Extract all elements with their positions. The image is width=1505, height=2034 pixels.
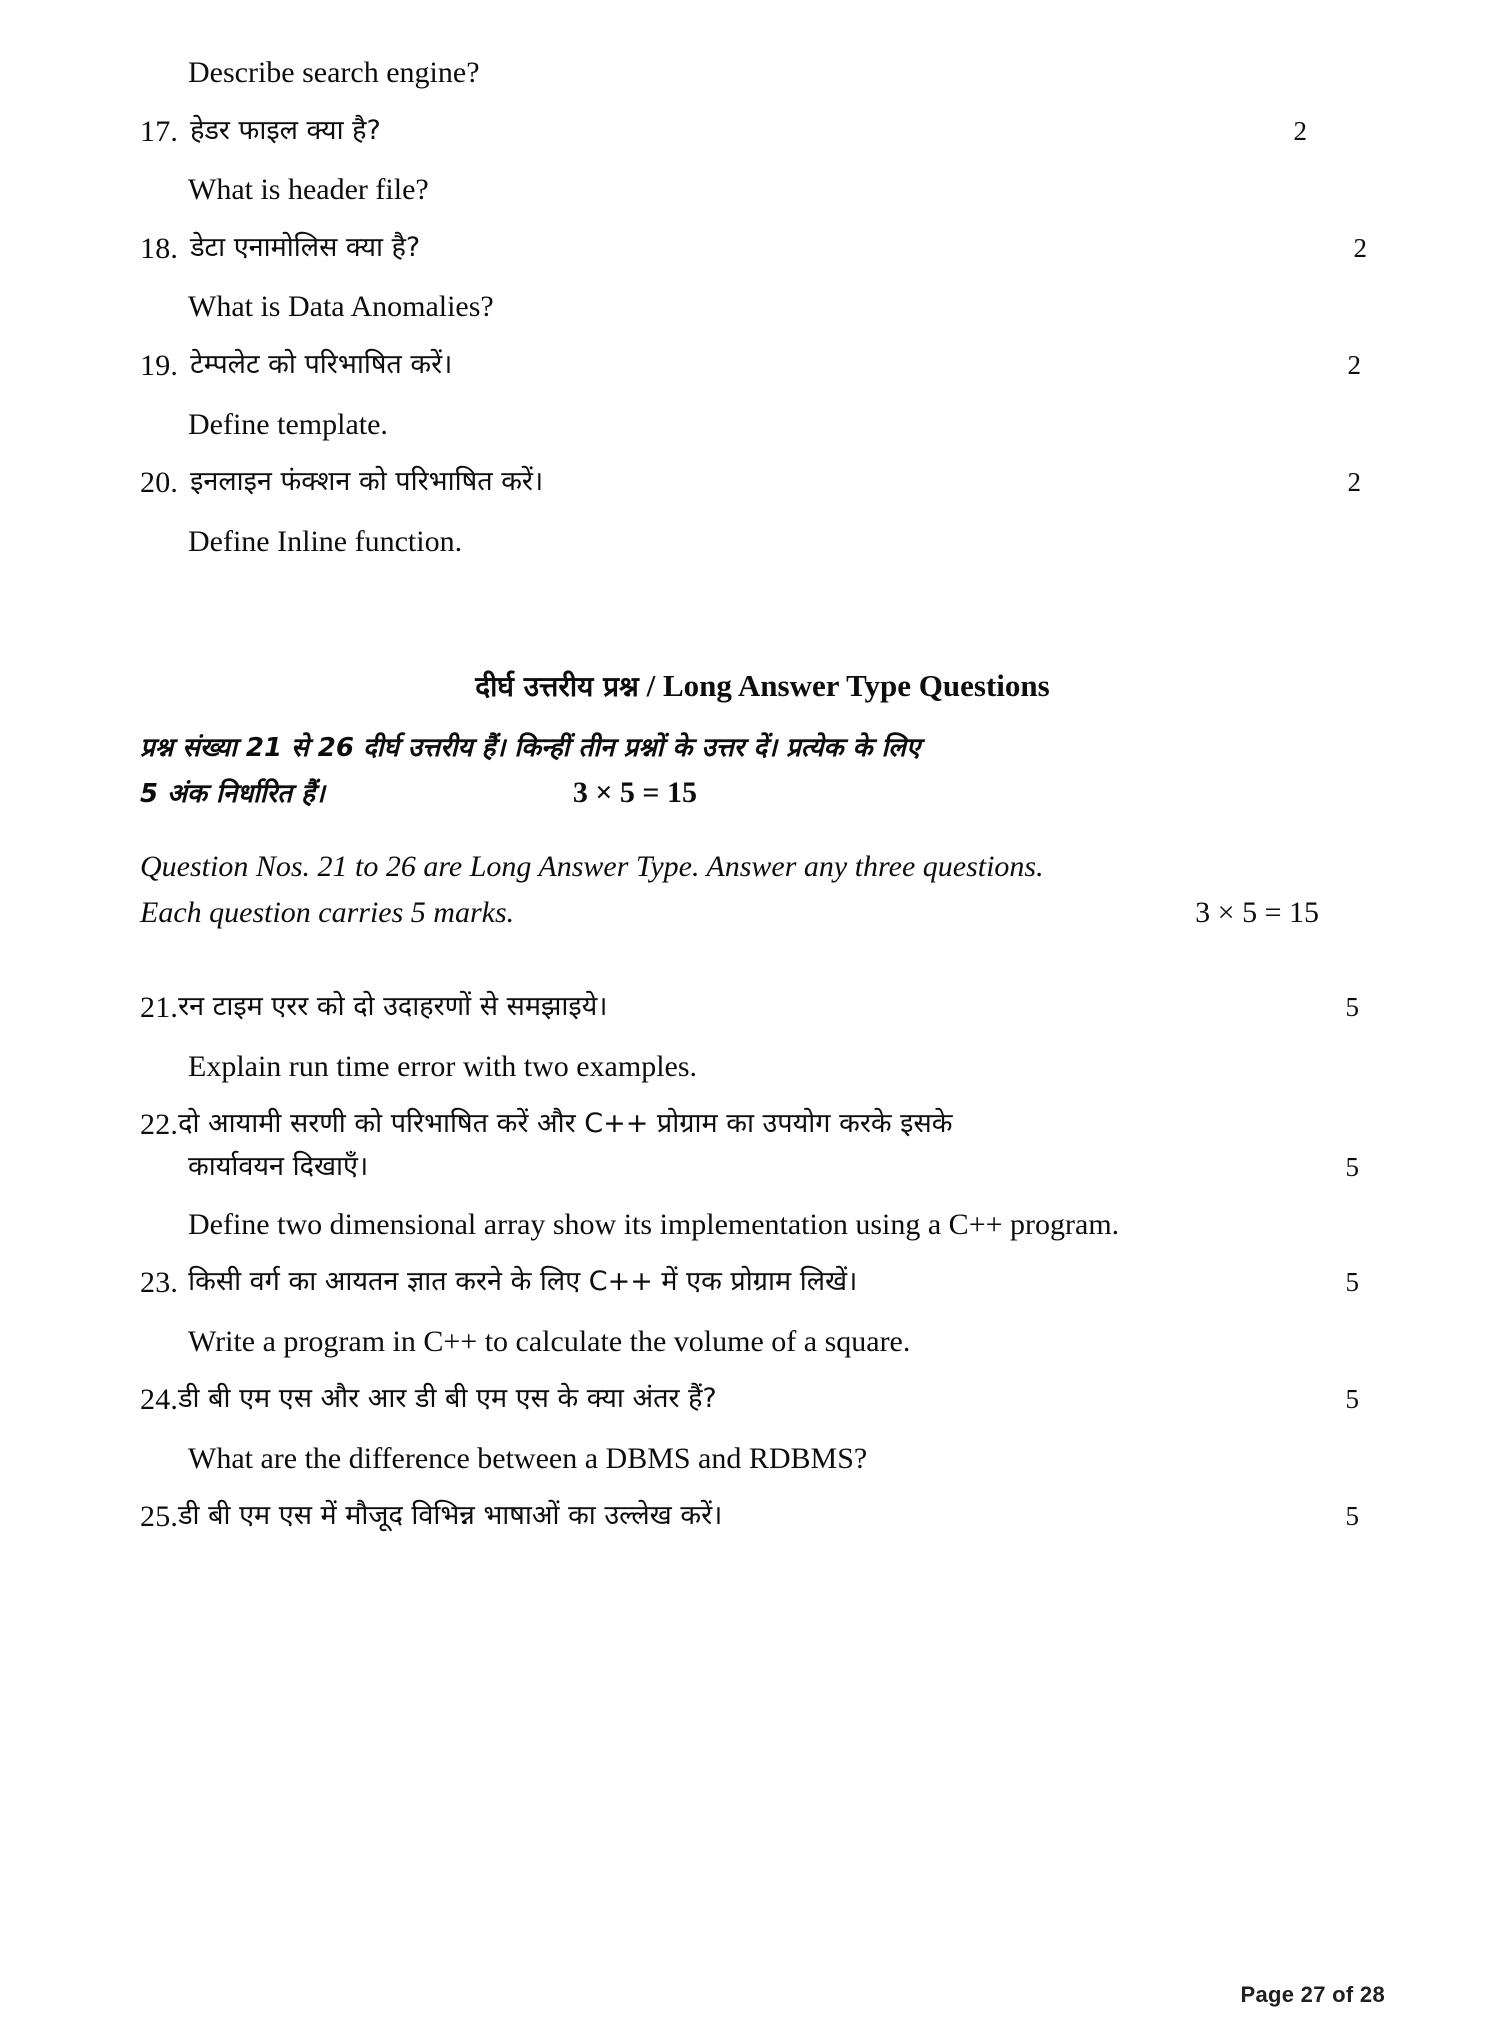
instruction-english-line2-row	[140, 890, 1385, 936]
spacer	[140, 818, 1385, 844]
question-marks-21: 5	[1345, 992, 1359, 1023]
question-number-19: 19.	[140, 348, 179, 382]
spacer	[140, 505, 1385, 521]
instruction-hindi-marks-calc: 3 × 5 = 15	[572, 776, 698, 810]
question-number-23: 23.	[140, 1266, 179, 1300]
question-row-22-cont	[140, 1147, 1385, 1188]
question-hindi-25: डी बी एम एस में मौजूद विभिन्न भाषाओं का उल्लेख करें।	[178, 1500, 723, 1532]
instruction-hindi-line2: 5 अंक निर्धारित हैं।	[140, 779, 325, 810]
question-hindi-20: इनलाइन फंक्शन को परिभाषित करें।	[190, 466, 544, 498]
question-english-22: Define two dimensional array show its implementation using a C++ program.	[188, 1207, 1120, 1241]
instruction-english-marks-calc: 3 × 5 = 15	[1195, 895, 1319, 929]
question-number-17: 17.	[140, 114, 179, 148]
question-hindi-24: डी बी एम एस और आर डी बी एम एस के क्या अंतर हैं?	[178, 1383, 717, 1415]
question-hindi-18: डेटा एनामोलिस क्या है?	[190, 231, 421, 263]
spacer	[140, 1030, 1385, 1046]
question-english-18: What is Data Anomalies?	[188, 290, 494, 324]
question-hindi-22-line2: कार्यावयन दिखाएँ।	[188, 1151, 369, 1183]
question-row-22	[140, 1104, 1385, 1147]
question-marks-22: 5	[1345, 1152, 1359, 1183]
question-row-21	[140, 987, 1385, 1030]
spacer	[140, 1305, 1385, 1321]
question-number-24: 24.	[140, 1383, 179, 1417]
section-heading-english: Long Answer Type Questions	[662, 668, 1050, 704]
question-hindi-22-line1: दो आयामी सरणी को परिभाषित करें और C++ प्रोग्राम का उपयोग करके इसके	[178, 1108, 953, 1140]
question-marks-23: 5	[1345, 1267, 1359, 1298]
question-marks-17: 2	[1293, 115, 1307, 146]
spacer	[140, 388, 1385, 404]
question-row-24	[140, 1379, 1385, 1422]
spacer	[140, 1422, 1385, 1438]
spacer	[140, 935, 1385, 987]
question-english-17: What is header file?	[188, 173, 429, 207]
section-heading	[140, 667, 1385, 705]
question-english-24: What are the difference between a DBMS and RDBMS?	[188, 1441, 868, 1475]
spacer	[140, 1480, 1385, 1496]
question-number-20: 20.	[140, 466, 179, 500]
question-row-18	[140, 228, 1385, 271]
question-row-19	[140, 345, 1385, 388]
spacer	[140, 1363, 1385, 1379]
question-english-20: Define Inline function.	[188, 524, 463, 558]
continuation-english-line: Describe search engine?	[188, 56, 480, 89]
spacer	[140, 212, 1385, 228]
spacer	[140, 1246, 1385, 1262]
question-number-18: 18.	[140, 231, 179, 265]
question-marks-25: 5	[1345, 1501, 1359, 1532]
question-english-19: Define template.	[188, 407, 388, 441]
question-hindi-17: हेडर फाइल क्या है?	[190, 114, 381, 146]
page-footer: Page 27 of 28	[1240, 1982, 1385, 2007]
question-marks-19: 2	[1347, 349, 1361, 380]
question-row-20	[140, 462, 1385, 505]
section-heading-hindi: दीर्घ उत्तरीय प्रश्न	[475, 670, 639, 704]
spacer	[140, 95, 1385, 111]
instruction-english-line2: Each question carries 5 marks.	[140, 895, 515, 929]
section-heading-separator: /	[638, 668, 663, 704]
question-hindi-19: टेम्पलेट को परिभाषित करें।	[190, 348, 453, 380]
question-number-25: 25.	[140, 1500, 179, 1534]
spacer	[140, 329, 1385, 345]
spacer	[140, 563, 1385, 649]
instruction-hindi-line2-row	[140, 769, 1385, 818]
question-marks-24: 5	[1345, 1384, 1359, 1415]
question-number-21: 21.	[140, 991, 179, 1025]
question-number-22: 22.	[140, 1108, 179, 1142]
instruction-english-line1: Question Nos. 21 to 26 are Long Answer Type. Answer any three questions.	[140, 850, 1044, 884]
question-english-23: Write a program in C++ to calculate the volume of a square.	[188, 1324, 911, 1358]
question-marks-20: 2	[1347, 467, 1361, 498]
question-hindi-23: किसी वर्ग का आयतन ज्ञात करने के लिए C++ में एक प्रोग्राम लिखें।	[188, 1266, 858, 1298]
instruction-hindi-line1: प्रश्न संख्या 21 से 26 दीर्घ उत्तरीय हैं। किन्हीं तीन प्रश्नों के उत्तर दें। प्रत्येक के लिए	[140, 733, 921, 764]
spacer	[140, 270, 1385, 286]
question-row-25	[140, 1496, 1385, 1539]
question-row-17	[140, 111, 1385, 154]
spacer	[140, 446, 1385, 462]
question-row-23	[140, 1262, 1385, 1305]
question-english-21: Explain run time error with two examples.	[188, 1049, 698, 1083]
spacer	[140, 1188, 1385, 1204]
question-hindi-21: रन टाइम एरर को दो उदाहरणों से समझाइये।	[178, 991, 608, 1023]
spacer	[140, 1088, 1385, 1104]
question-marks-18: 2	[1353, 232, 1367, 263]
spacer	[140, 153, 1385, 169]
